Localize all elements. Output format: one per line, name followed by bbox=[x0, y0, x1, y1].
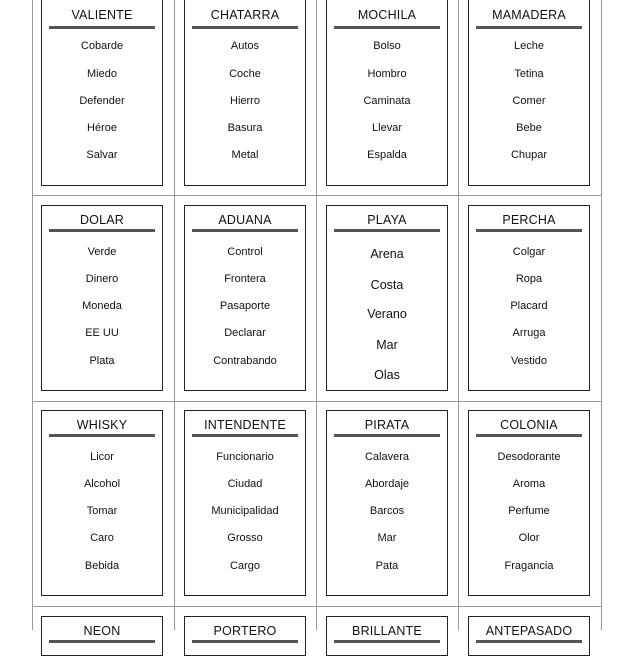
card-title: ADUANA bbox=[218, 213, 272, 227]
card-word: Abordaje bbox=[364, 478, 410, 490]
grid-line bbox=[32, 0, 33, 630]
card-word: Mar bbox=[376, 338, 398, 352]
card-word: Funcionario bbox=[216, 451, 274, 463]
card-word: Coche bbox=[229, 68, 261, 80]
word-card bbox=[468, 205, 590, 391]
card-word: Ciudad bbox=[227, 478, 263, 490]
card-word: Fragancia bbox=[504, 560, 554, 572]
card-title-underline bbox=[334, 434, 440, 437]
word-card bbox=[468, 616, 590, 656]
card-title: WHISKY bbox=[76, 418, 128, 432]
card-word: Héroe bbox=[87, 122, 117, 134]
word-card bbox=[468, 410, 590, 596]
card-title-underline bbox=[49, 434, 155, 437]
card-word: Placard bbox=[510, 300, 548, 312]
card-title-underline bbox=[192, 26, 298, 29]
card-word: Plata bbox=[89, 355, 115, 367]
card-word: Salvar bbox=[86, 149, 118, 161]
card-word: Arruga bbox=[512, 327, 546, 339]
card-word: Colgar bbox=[512, 246, 546, 258]
card-word: Metal bbox=[231, 149, 259, 161]
word-card bbox=[468, 0, 590, 186]
card-word: Ropa bbox=[515, 273, 543, 285]
card-word: Leche bbox=[514, 40, 544, 52]
card-title: PLAYA bbox=[367, 213, 407, 227]
card-word: Frontera bbox=[224, 273, 266, 285]
card-title-underline bbox=[49, 26, 155, 29]
card-word: Bebe bbox=[516, 122, 542, 134]
word-card bbox=[326, 205, 448, 391]
card-title-underline bbox=[334, 640, 440, 643]
word-card bbox=[41, 205, 163, 391]
card-word: Verde bbox=[87, 246, 117, 258]
card-word: Arena bbox=[370, 247, 404, 261]
card-word: Olor bbox=[518, 532, 540, 544]
card-title-underline bbox=[476, 640, 582, 643]
card-word: Llevar bbox=[372, 122, 402, 134]
card-word: Basura bbox=[227, 122, 263, 134]
card-word: Declarar bbox=[224, 327, 266, 339]
word-card bbox=[326, 616, 448, 656]
card-word: Grosso bbox=[227, 532, 263, 544]
grid-line bbox=[316, 0, 317, 630]
word-card bbox=[326, 410, 448, 596]
card-title-underline bbox=[476, 26, 582, 29]
card-title: BRILLANTE bbox=[352, 624, 422, 638]
card-word: Perfume bbox=[508, 505, 550, 517]
card-title-underline bbox=[334, 229, 440, 232]
word-card bbox=[41, 616, 163, 656]
word-card bbox=[41, 0, 163, 186]
card-title-underline bbox=[476, 229, 582, 232]
card-word: Mar bbox=[377, 532, 397, 544]
grid-line bbox=[32, 606, 602, 607]
card-word: Costa bbox=[370, 278, 404, 292]
card-word: Desodorante bbox=[497, 451, 561, 463]
card-word: Comer bbox=[512, 95, 546, 107]
card-word: Hierro bbox=[230, 95, 260, 107]
card-word: Licor bbox=[90, 451, 114, 463]
word-card bbox=[184, 616, 306, 656]
card-word: EE UU bbox=[85, 327, 119, 339]
card-word: Contrabando bbox=[213, 355, 277, 367]
card-word: Calavera bbox=[364, 451, 410, 463]
card-word: Vestido bbox=[510, 355, 548, 367]
word-card bbox=[184, 410, 306, 596]
card-title: VALIENTE bbox=[71, 8, 133, 22]
card-title: PERCHA bbox=[502, 213, 556, 227]
card-word: Pata bbox=[375, 560, 399, 572]
card-word: Espalda bbox=[367, 149, 407, 161]
card-title: NEON bbox=[83, 624, 121, 638]
card-word: Verano bbox=[367, 307, 407, 321]
card-word: Aroma bbox=[512, 478, 546, 490]
card-word: Hombro bbox=[367, 68, 407, 80]
card-title: ANTEPASADO bbox=[485, 624, 573, 638]
grid-line bbox=[601, 0, 602, 630]
word-card bbox=[326, 0, 448, 186]
card-word: Autos bbox=[230, 40, 260, 52]
word-card bbox=[41, 410, 163, 596]
card-word: Bebida bbox=[84, 560, 120, 572]
card-title: PIRATA bbox=[364, 418, 410, 432]
card-word: Miedo bbox=[87, 68, 117, 80]
card-word: Caminata bbox=[363, 95, 411, 107]
card-word: Defender bbox=[79, 95, 125, 107]
card-word: Olas bbox=[374, 368, 400, 382]
grid-line bbox=[174, 0, 175, 630]
grid-line bbox=[32, 401, 602, 402]
card-title: COLONIA bbox=[500, 418, 558, 432]
card-title-underline bbox=[192, 640, 298, 643]
card-title: DOLAR bbox=[79, 213, 125, 227]
card-word: Tomar bbox=[86, 505, 118, 517]
card-word: Tetina bbox=[514, 68, 544, 80]
card-word: Dinero bbox=[85, 273, 119, 285]
card-title: MOCHILA bbox=[357, 8, 417, 22]
card-word: Control bbox=[227, 246, 263, 258]
word-card bbox=[184, 0, 306, 186]
card-title: CHATARRA bbox=[210, 8, 280, 22]
card-title-underline bbox=[49, 640, 155, 643]
word-card bbox=[184, 205, 306, 391]
card-word: Chupar bbox=[510, 149, 548, 161]
card-word: Moneda bbox=[82, 300, 122, 312]
card-word: Cargo bbox=[230, 560, 260, 572]
card-word: Barcos bbox=[369, 505, 405, 517]
card-word: Alcohol bbox=[83, 478, 121, 490]
card-word: Caro bbox=[90, 532, 114, 544]
card-title: PORTERO bbox=[213, 624, 277, 638]
card-word: Bolso bbox=[373, 40, 401, 52]
grid-line bbox=[32, 195, 602, 196]
card-title: MAMADERA bbox=[492, 8, 566, 22]
card-title-underline bbox=[334, 26, 440, 29]
card-title: INTENDENTE bbox=[204, 418, 286, 432]
card-word: Cobarde bbox=[80, 40, 124, 52]
card-title-underline bbox=[49, 229, 155, 232]
card-title-underline bbox=[476, 434, 582, 437]
card-word: Pasaporte bbox=[219, 300, 271, 312]
grid-line bbox=[458, 0, 459, 630]
card-title-underline bbox=[192, 434, 298, 437]
card-word: Municipalidad bbox=[211, 505, 279, 517]
card-title-underline bbox=[192, 229, 298, 232]
